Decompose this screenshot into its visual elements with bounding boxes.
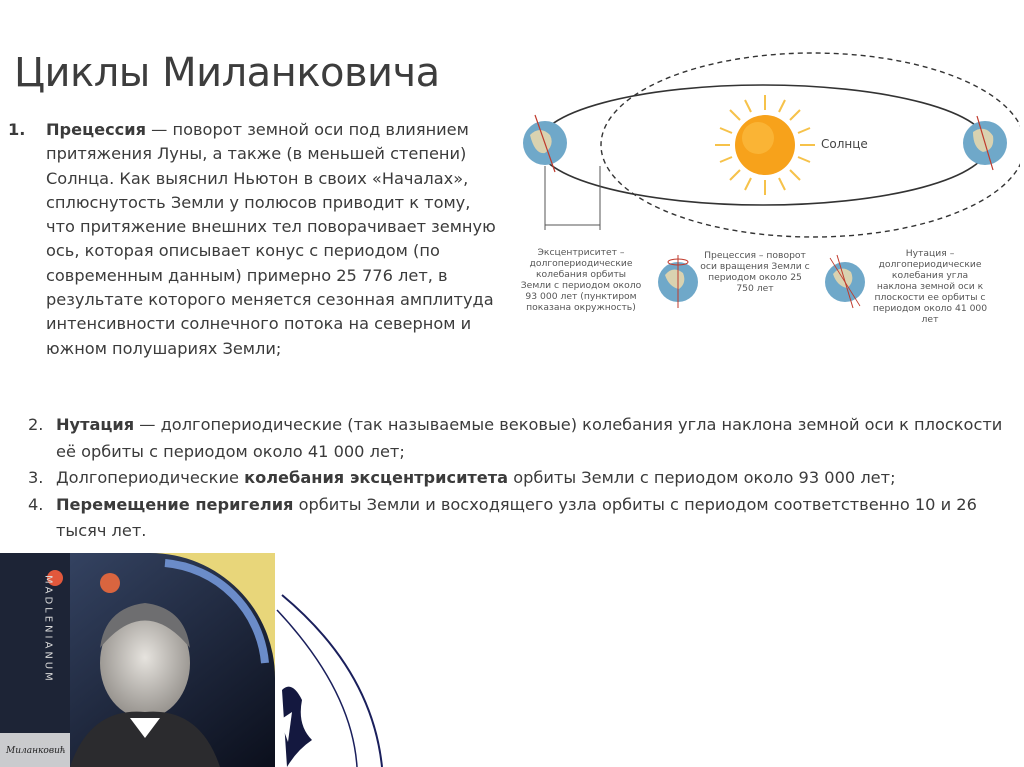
sun-label: Солнце (821, 137, 868, 151)
caption-nutation: Нутация – долгопериодические колебания угла наклона земной оси к плоскости ее орбиты с периодом около 41 000 лет (872, 248, 988, 325)
item-term: Прецессия (46, 120, 147, 139)
item-term: Нутация (56, 415, 135, 434)
caption-precession: Прецессия – поворот оси вращения Земли с периодом около 25 750 лет (700, 250, 810, 294)
item-precession (8, 118, 503, 361)
item-pre-text: Долгопериодические (56, 468, 245, 487)
precession-globe-icon (658, 255, 698, 308)
page-title: Циклы Миланковича (14, 50, 440, 96)
item-term: Перемещение перигелия (56, 494, 294, 514)
globe-left-icon (523, 115, 567, 172)
signature-text: Миланковић (6, 746, 66, 756)
item-text: — поворот земной оси под влиянием притяжения Луны, а также (в меньшей степени) Солнца. Как выяснил Ньютон в своих «Началах», сплюснутость Земли у полюсов приводит к тому, что притяжение внешних тел поворачивает земную ось, которая описывает конус с периодом (по современным данным) примерно 25 776 лет, в результате которого меняется сезонная амплитуда интенсивности солнечного потока на северном и южном полушариях Земли; (46, 120, 496, 358)
item-number: 2. (28, 415, 44, 434)
sun-icon (715, 95, 815, 195)
list-item-perihelion (28, 492, 1008, 545)
caption-eccentricity: Эксцентриситет – долгопериодические колебания орбиты Земли с периодом около 93 000 лет (пунктиром показана окружность) (520, 247, 642, 313)
item-body (46, 118, 503, 361)
item-number: 1. (8, 120, 26, 139)
item-term: колебания эксцентриситета (244, 468, 509, 487)
nutation-globe-icon (825, 255, 865, 308)
item-text: орбиты Земли и восходящего узла орбиты с периодом соответственно 10 и 26 тысяч лет. (56, 494, 977, 540)
globe-right-icon (963, 116, 1007, 170)
list-item-nutation (28, 412, 1008, 465)
milankovic-portrait-image (0, 553, 275, 767)
side-text: MADLENIANUM (42, 575, 54, 684)
item-number: 3. (28, 468, 44, 487)
astronomy-illustration (262, 580, 392, 767)
cycles-list (28, 412, 1008, 545)
item-text: — долгопериодические (так называемые вековые) колебания угла наклона земной оси к плоскости её орбиты с периодом около 41 000 лет; (56, 415, 1003, 461)
list-item-eccentricity (28, 465, 1008, 492)
item-text: орбиты Земли с периодом около 93 000 лет; (508, 468, 896, 487)
item-number: 4. (28, 494, 44, 514)
